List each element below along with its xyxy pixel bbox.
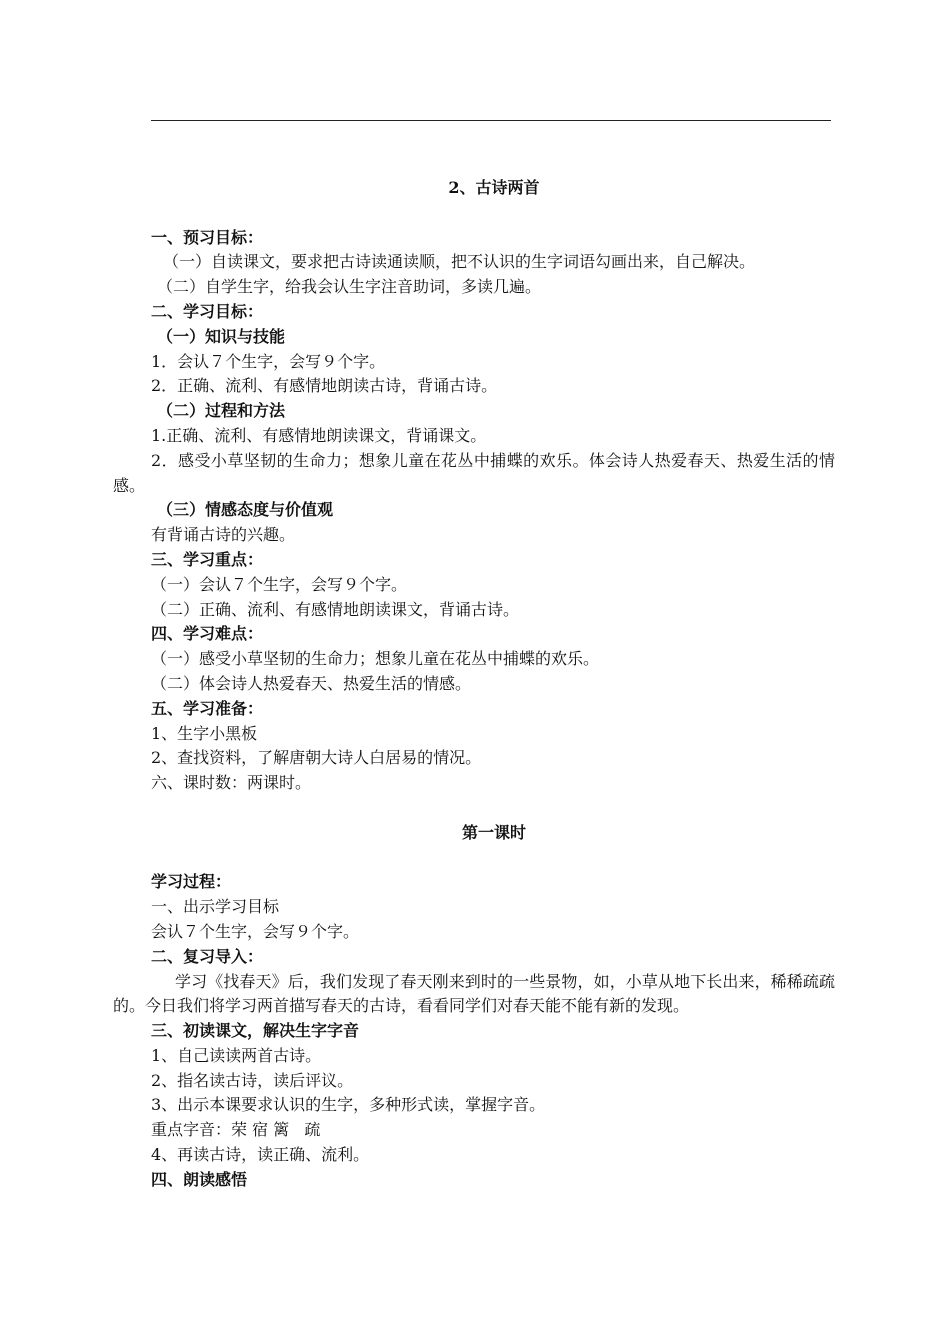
- class-hours: 六、课时数：两课时。: [151, 773, 312, 793]
- step3-key-sounds: 重点字音：荣 宿 篱 疏: [151, 1120, 321, 1140]
- emotion-heading: （三）情感态度与价值观: [157, 500, 334, 520]
- page-title: 2、古诗两首: [448, 178, 540, 197]
- step1-heading: 一、出示学习目标: [151, 897, 280, 917]
- spacer: [113, 846, 835, 871]
- preview-goal-2: （二）自学生字，给我会认生字注音助词，多读几遍。: [157, 277, 542, 297]
- spacer: [113, 201, 835, 226]
- preparation-2: 2、查找资料，了解唐朝大诗人白居易的情况。: [151, 748, 482, 768]
- difficulty-heading: 四、学习难点：: [151, 624, 264, 644]
- preparation-1: 1、生字小黑板: [151, 723, 258, 743]
- step2-text: 学习《找春天》后，我们发现了春天刚来到时的一些景物，如，小草从地下长出来，稀稀疏疏的。今日我们将学习两首描写春天的古诗，看看同学们对春天能不能有新的发现。: [113, 971, 835, 1016]
- process-steps-heading: 学习过程：: [151, 872, 232, 892]
- process-heading: （二）过程和方法: [157, 401, 286, 421]
- knowledge-item-2: 2．正确、流利、有感情地朗读古诗，背诵古诗。: [151, 376, 498, 396]
- knowledge-item-1: 1．会认７个生字，会写９个字。: [151, 351, 386, 371]
- step3-heading: 三、初读课文，解决生字字音: [151, 1021, 360, 1041]
- key-point-2: （二）正确、流利、有感情地朗读课文，背诵古诗。: [151, 599, 520, 619]
- key-points-heading: 三、学习重点：: [151, 549, 264, 569]
- spacer: [113, 796, 835, 821]
- lesson-title: 第一课时: [461, 822, 526, 842]
- knowledge-heading: （一）知识与技能: [157, 326, 286, 346]
- header-rule: [151, 120, 831, 121]
- step3-item-4: 4、再读古诗，读正确、流利。: [151, 1145, 370, 1165]
- preparation-heading: 五、学习准备：: [151, 698, 264, 718]
- difficulty-2: （二）体会诗人热爱春天、热爱生活的情感。: [151, 673, 472, 693]
- process-item-2: 2．感受小草坚韧的生命力；想象儿童在花丛中捕蝶的欢乐。体会诗人热爱春天、热爱生活的情感。: [113, 450, 835, 495]
- step3-item-1: 1、自己读读两首古诗。: [151, 1045, 322, 1065]
- preview-goal-1: （一）自读课文，要求把古诗读通读顺，把不认识的生字词语勾画出来，自己解决。: [163, 252, 756, 272]
- step2-heading: 二、复习导入：: [151, 946, 264, 966]
- learning-goal-heading: 二、学习目标：: [151, 301, 264, 321]
- document-body: [113, 176, 835, 1193]
- step1-text: 会认７个生字，会写９个字。: [151, 921, 360, 941]
- key-point-1: （一）会认７个生字，会写９个字。: [151, 574, 408, 594]
- step4-heading: 四、朗读感悟: [151, 1169, 248, 1189]
- difficulty-1: （一）感受小草坚韧的生命力；想象儿童在花丛中捕蝶的欢乐。: [151, 649, 600, 669]
- preview-goal-heading: 一、预习目标：: [151, 227, 264, 247]
- step3-item-3: 3、出示本课要求认识的生字，多种形式读，掌握字音。: [151, 1095, 546, 1115]
- process-item-1: 1.正确、流利、有感情地朗读课文，背诵课文。: [151, 425, 487, 445]
- step3-item-2: 2、指名读古诗，读后评议。: [151, 1070, 354, 1090]
- emotion-item-1: 有背诵古诗的兴趣。: [151, 525, 296, 545]
